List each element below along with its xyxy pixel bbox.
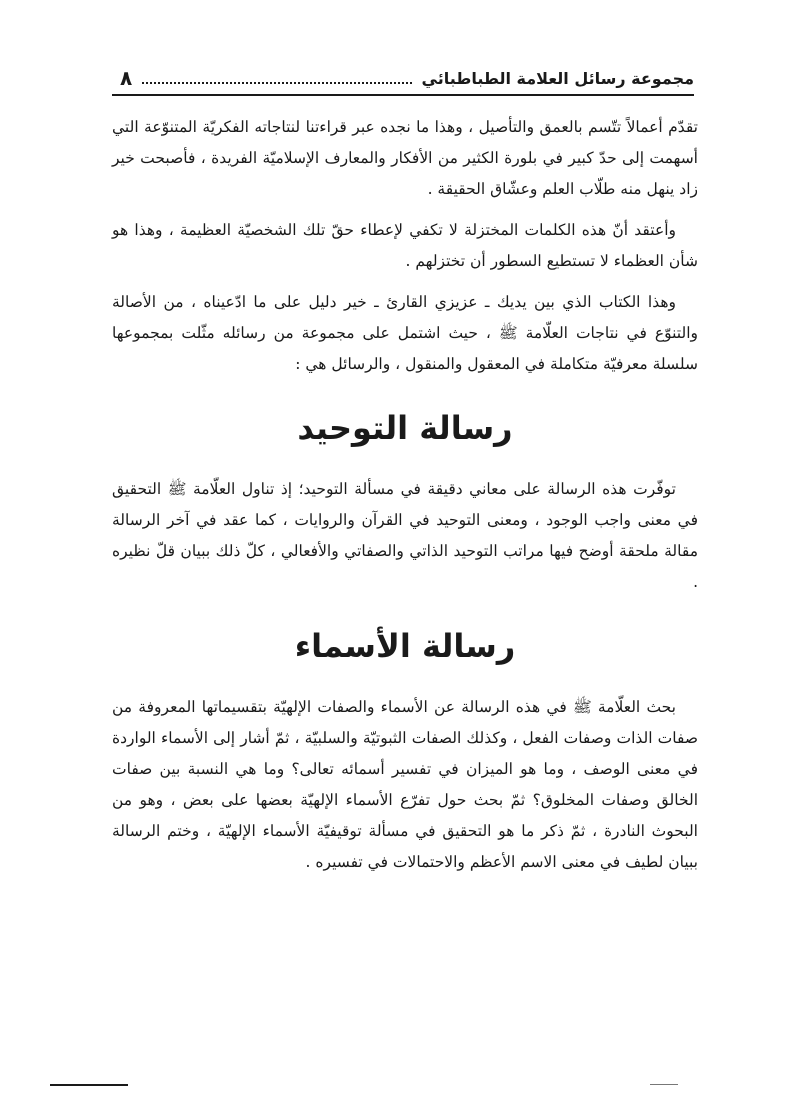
intro-paragraph-3: وهذا الكتاب الذي بين يديك ـ عزيزي القارئ ـ خير دليل على ما ادّعيناه ، من الأصالة والتنوّع في نتاجات العلّامة ﷺ ، حيث اشتمل على مجموعة من رسائله مثّلت بمجموعها سلسلة معرفيّة متكاملة في المعقول والمنقول ، والرسائل هي : [112, 293, 698, 373]
intro-paragraph-1: تقدّم أعمالاً تتّسم بالعمق والتأصيل ، وهذا ما نجده عبر قراءتنا لنتاجاته الفكريّة المتنوّعة التي أسهمت إلى حدّ كبير في بلورة الكثير من الأفكار والمعارف الإسلاميّة الفريدة ، فأصبحت خير زاد ينهل منه طلّاب العلم وعشّاق الحقيقة . [112, 118, 698, 198]
footer-rule [50, 1084, 128, 1086]
footer-mark [650, 1084, 678, 1085]
running-title: مجموعة رسائل العلامة الطباطبائي [421, 68, 694, 88]
intro-paragraph-2: وأعتقد أنّ هذه الكلمات المختزلة لا تكفي لإعطاء حقّ تلك الشخصيّة العظيمة ، وهذا هو شأن العظماء لا تستطيع السطور أن تختزلهم . [112, 221, 698, 270]
section-body-asma: بحث العلّامة ﷺ في هذه الرسالة عن الأسماء والصفات الإلهيّة بتقسيماتها المعروفة من صفات الذات وصفات الفعل ، وكذلك الصفات الثبوتيّة والسلبيّة ، ثمّ أشار إلى الأسماء الواردة في معنى الوصف ، وما هو الميزان في تفسير أسمائه تعالى؟ وما هي النسبة بين صفات الخالق وصفات المخلوق؟ ثمّ بحث حول تفرّع الأسماء الإلهيّة بعضها على بعض ، وهو من البحوث النادرة ، ثمّ ذكر ما هو التحقيق في مسألة توقيفيّة الأسماء الإلهيّة ، وختم الرسالة ببيان لطيف في معنى الاسم الأعظم والاحتمالات في تفسيره . [112, 698, 698, 871]
page-number: ٨ [120, 66, 133, 90]
section-heading-tawhid: رسالة التوحيد [297, 409, 513, 447]
header-dot-leader [142, 81, 411, 84]
section-body-tawhid: توفّرت هذه الرسالة على معاني دقيقة في مسألة التوحيد؛ إذ تناول العلّامة ﷺ التحقيق في معنى واجب الوجود ، ومعنى التوحيد في القرآن والروايات ، كما عقد في آخر الرسالة مقالة ملحقة أوضح فيها مراتب التوحيد الذاتي والصفاتي والأفعالي ، كلّ ذلك ببيان قلّ نظيره . [112, 480, 698, 591]
running-header [112, 62, 694, 96]
page-body [112, 112, 698, 888]
section-heading-asma: رسالة الأسماء [294, 627, 516, 665]
